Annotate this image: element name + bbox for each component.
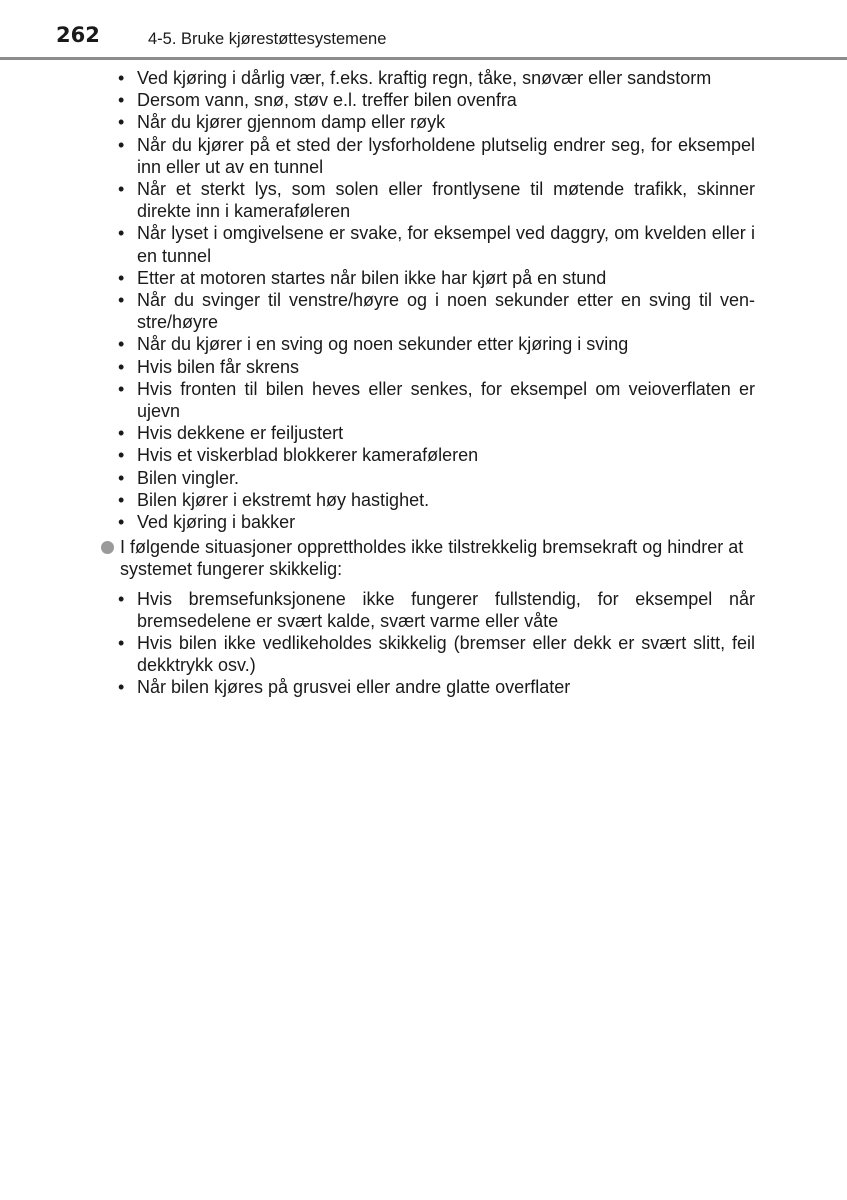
page-number: 262 <box>56 23 100 47</box>
list-item <box>118 89 755 111</box>
list-item-text: Ved kjøring i dårlig vær, f.eks. kraftig regn, tåke, snøvær eller sandstorm <box>137 68 712 88</box>
list-item-text: Når lyset i omgivelsene er svake, for eksempel ved daggry, om kvelden eller i en tunnel <box>137 223 755 266</box>
list-item <box>118 489 755 511</box>
list-item-text: Når du kjører gjennom damp eller røyk <box>137 112 446 133</box>
list-item-text: Hvis dekkene er feiljustert <box>137 423 344 444</box>
bullet-icon: • <box>118 223 125 244</box>
list-item <box>118 333 755 355</box>
list-item-text: Når du kjører i en sving og noen sekunder etter kjøring i sving <box>137 334 629 355</box>
bullet-icon: • <box>118 512 125 533</box>
list-item-text: Bilen vingler. <box>137 467 240 488</box>
bullet-icon: • <box>118 267 125 288</box>
bullet-icon: • <box>118 677 125 698</box>
list-item-text: Hvis bilen får skrens <box>137 356 300 377</box>
bullet-icon: • <box>118 588 125 609</box>
list-item <box>118 422 755 444</box>
list-item <box>118 444 755 466</box>
bullet-icon: • <box>118 112 125 133</box>
list-item <box>118 289 755 333</box>
page-content <box>0 67 847 699</box>
list-item <box>118 356 755 378</box>
section-title: 4-5. Bruke kjørestøttesystemene <box>148 30 387 48</box>
list-item-text: Etter at motoren startes når bilen ikke har kjørt på en stund <box>137 267 607 288</box>
bullet-icon: • <box>118 179 125 200</box>
note-paragraph <box>120 536 762 580</box>
list-item <box>118 111 755 133</box>
list-item-text: Hvis bremsefunksjonene ikke fungerer fullstendig, for eksempel når bremsedelene er svært kalde, svært varme eller våte <box>137 588 755 631</box>
list-item-text: Når du svinger til venstre/høyre og i noen sekunder etter en sving til ven-stre/høyre <box>137 290 755 333</box>
list-item <box>118 588 755 632</box>
list-item-text: Når et sterkt lys, som solen eller frontlysene til møtende trafikk, skinner direkte inn i kameraføleren <box>137 179 755 222</box>
bullet-icon: • <box>118 90 125 111</box>
list-item <box>118 467 755 489</box>
conditions-list <box>118 67 755 533</box>
bullet-icon: • <box>118 423 125 444</box>
bullet-icon: • <box>118 489 125 510</box>
list-item-text: Når bilen kjøres på grusvei eller andre glatte overflater <box>137 677 571 698</box>
note-circle-icon <box>101 541 114 554</box>
list-item <box>118 134 755 178</box>
bullet-icon: • <box>118 68 125 88</box>
list-item-text: Hvis et viskerblad blokkerer kameraføleren <box>137 445 479 466</box>
list-item <box>118 67 755 89</box>
list-item-text: Hvis fronten til bilen heves eller senkes, for eksempel om veioverflaten er ujevn <box>137 378 755 422</box>
list-item <box>118 267 755 289</box>
bullet-icon: • <box>118 633 125 654</box>
list-item <box>118 511 755 533</box>
list-item-text: Dersom vann, snø, støv e.l. treffer bilen ovenfra <box>137 90 517 111</box>
list-item <box>118 222 755 266</box>
list-item <box>118 378 755 422</box>
note-text: I følgende situasjoner opprettholdes ikke tilstrekkelig bremsekraft og hindrer at systemet fungerer skikkelig: <box>120 537 744 580</box>
list-item-text: Bilen kjører i ekstremt høy hastighet. <box>137 489 430 510</box>
bullet-icon: • <box>118 467 125 488</box>
list-item-text: Hvis bilen ikke vedlikeholdes skikkelig (bremser eller dekk er svært slitt, feil dekktrykk osv.) <box>137 633 755 676</box>
bullet-icon: • <box>118 356 125 377</box>
bullet-icon: • <box>118 445 125 466</box>
braking-conditions-list <box>118 588 755 699</box>
header-divider <box>0 57 847 60</box>
bullet-icon: • <box>118 290 125 311</box>
list-item-text: Ved kjøring i bakker <box>137 512 296 533</box>
page-header <box>0 0 847 60</box>
bullet-icon: • <box>118 134 125 155</box>
bullet-icon: • <box>118 378 125 399</box>
bullet-icon: • <box>118 334 125 355</box>
list-item <box>118 676 755 698</box>
list-item-text: Når du kjører på et sted der lysforholdene plutselig endrer seg, for eksempel inn eller ut av en tunnel <box>137 134 755 177</box>
list-item <box>118 632 755 676</box>
list-item <box>118 178 755 222</box>
